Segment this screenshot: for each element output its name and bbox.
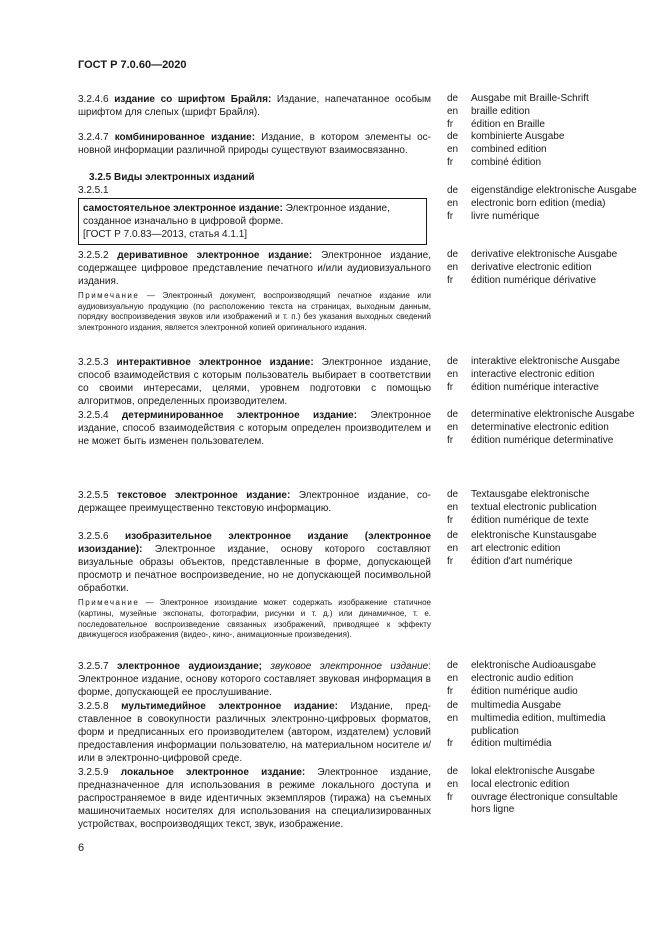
entry-term: локальное электронное издание: [120,767,306,778]
entry-number: 3.2.5.4 [78,410,109,421]
translations-3-2-5-6 [447,530,637,568]
entry-definition: Электронное издание, содержащее цифровое представление печатного и/или аудиовизуального издания. [78,250,432,288]
lang-code: de [447,766,459,777]
entry-definition: Издание, в котором элементы основной информации различной природы существуют взаимосвязанно. [78,132,431,157]
entry-term: комбинированное издание: [114,132,256,143]
translations-3-2-4-7 [447,131,637,169]
translation: kombinierte Ausgabe [471,131,565,142]
lang-code: fr [447,118,454,130]
entry-definition: Электронное издание, способ взаимодействия с которым определен производителем и не может быть изменен пользователем. [78,410,432,448]
entry-note [78,598,431,640]
lang-code: en [447,712,459,724]
entry-number: 3.2.5.3 [78,357,109,368]
entry-definition: Издание, представленное в совокупности различных электронно-цифровых форматов, форм и предписанных его производителем (автором, издателем) условий предоставления информации пользователю, на материальном носителе и/или в электронно-цифровой среде. [78,701,431,765]
lang-code: fr [447,381,454,393]
entry-definition: Электронное издание, содержащее преимущественно текстовую информацию. [78,490,432,515]
lang-code: fr [447,738,454,750]
entry-term: интерактивное электронное издание: [116,357,314,368]
translation: elektronische Kunstausgabe [471,530,597,541]
translation: combined edition [471,143,547,155]
lang-code: de [447,700,459,711]
entry-3-2-5-5 [78,489,431,515]
lang-code: de [447,249,459,260]
translation: interaktive elektronische Ausgabe [471,356,620,367]
entry-definition: Электронное издание, способ взаимодействия с которым пользователь выбирает в соответствии со своими интересами, целями, уровнем подготовки с помощью алгоритмов, определенных производителем. [78,357,432,408]
document-header: ГОСТ Р 7.0.60—2020 [78,59,187,71]
translation: textual electronic publication [471,501,597,513]
page-number: 6 [78,842,85,854]
entry-alt-term: звуковое электронное издание [270,661,429,672]
translation: édition numérique audio [471,685,578,697]
entry-term: издание со шрифтом Брайля: [114,94,272,105]
translation: édition numérique interactive [471,381,599,393]
translation: édition numérique dérivative [471,274,597,286]
lang-code: de [447,131,459,142]
lang-code: fr [447,555,454,567]
entry-term: электронное аудиоиздание; [117,661,262,672]
entry-3-2-4-7 [78,131,431,157]
translation: édition numérique de texte [471,514,589,526]
lang-code: en [447,105,459,117]
translation: interactive electronic edition [471,368,595,380]
entry-number: 3.2.5.6 [78,531,109,542]
lang-code: en [447,368,459,380]
translation: art electronic edition [471,542,561,554]
lang-code: de [447,660,459,671]
entry-3-2-5-6 [78,530,431,641]
lang-code: en [447,261,459,273]
translation: Ausgabe mit Braille-Schrift [471,93,589,104]
translations-3-2-5-3 [447,356,637,394]
translation: multimedia edition, multimedia publication [471,712,606,737]
lang-code: en [447,542,459,554]
section-title: 3.2.5 Виды электронных изданий [89,172,255,183]
translation: elektronische Audioausgabe [471,660,597,671]
translations-3-2-5-2 [447,249,637,287]
translation: édition en Braille [471,118,545,130]
translations-3-2-5-9 [447,766,637,817]
entry-number: 3.2.5.9 [78,767,109,778]
lang-code: de [447,356,459,367]
translation: combiné édition [471,156,542,168]
entry-definition: Издание, напечатанное особым шрифтом для слепых (шрифт Брайля). [78,94,432,119]
lang-code: fr [447,514,454,526]
entry-3-2-5-7 [78,660,431,699]
entry-definition: Электронное издание, созданное изначально в цифровой форме. [83,203,390,227]
entry-definition: Электронное издание, предназначенное для использования в режиме локального доступа и распространяемое в виде идентичных экземпляров (тиража) на съемных машиночитаемых носителях для использования на специализированных устройствах, воспроизводящих текст, звук, изображение. [78,767,431,831]
translation: determinative electronic edition [471,421,609,433]
entry-definition: Электронное издание, основу которого составляют визуальные образы объектов, представленные в форме, допускающей просмотр и печатное воспроизведение, но не допускающей посимвольной обработки. [78,544,432,595]
entry-number: 3.2.4.7 [78,132,109,143]
translation: eigenständige elektronische Ausgabe [471,185,637,196]
lang-code: en [447,197,459,209]
translations-3-2-5-4 [447,409,637,447]
translations-3-2-5-8 [447,700,637,751]
note-label: Примечание [78,598,140,608]
translation: édition multimédia [471,738,552,750]
translations-3-2-5-5 [447,489,637,527]
translation: derivative electronic edition [471,261,592,273]
translation: multimedia Ausgabe [471,700,562,711]
translation: braille edition [471,105,530,117]
lang-code: de [447,489,459,500]
entry-term: мультимедийное электронное издание: [121,701,338,712]
entry-3-2-5-4 [78,409,431,448]
translation: electronic audio edition [471,672,574,684]
lang-code: de [447,185,459,196]
entry-term: деривативное электронное издание: [117,250,313,261]
entry-3-2-5-9 [78,766,431,831]
translations-3-2-5-1 [447,185,637,223]
note-label: Примечание [78,291,140,301]
lang-code: en [447,421,459,433]
lang-code: en [447,501,459,513]
translation: ouvrage électronique consultable hors ligne [471,791,618,816]
lang-code: de [447,530,459,541]
lang-code: de [447,93,459,104]
entry-note [78,291,431,333]
lang-code: fr [447,685,454,697]
entry-number: 3.2.5.5 [78,490,109,501]
entry-number: 3.2.5.8 [78,701,109,712]
translation: local electronic edition [471,778,570,790]
translation: édition d'art numérique [471,555,573,567]
entry-definition: : Электронное издание, основу которого составляет звуковая информация в форме, допускающей ее прослушивание. [78,661,432,699]
entry-term: детерминированное электронное издание: [121,410,358,421]
entry-3-2-5-8 [78,700,431,765]
translation: determinative elektronische Ausgabe [471,409,635,420]
entry-number: 3.2.4.6 [78,94,109,105]
entry-number: 3.2.5.7 [78,661,109,672]
note-text: — Электронный документ, воспроизводящий печатное издание или аудиовизуальную продукцию (по расположению текста на страницах, выходным данным, порядку воспроизведения звуков или изображений и т. п.) без указания выходных сведений электронного издания, является электронной копией оригинального издания. [78,291,431,333]
translation: electronic born edition (media) [471,197,606,209]
entry-reference: [ГОСТ Р 7.0.83—2013, статья 4.1.1] [83,229,248,240]
note-text: — Электронное изоиздание может содержать изображение статичное (картины, музейные экспонаты, фотографии, рисунки и т. д.) или динамичное, т. е. последовательное воспроизведение связанных изображений, приводящее к эффекту движущегося изображения (видео-, кино-, анимационные произведения). [78,598,431,640]
translation: derivative elektronische Ausgabe [471,249,618,260]
entry-number: 3.2.5.2 [78,250,109,261]
lang-code: en [447,672,459,684]
entry-3-2-4-6 [78,93,431,119]
entry-term: текстовое электронное издание: [117,490,291,501]
entry-number: 3.2.5.1 [78,185,109,196]
translation: Textausgabe elektronische [471,489,590,500]
translations-3-2-4-6 [447,93,637,131]
entry-term: изобразительное электронное издание (электронное изоиздание): [78,531,432,556]
entry-term: самостоятельное электронное издание: [83,203,283,214]
lang-code: fr [447,274,454,286]
entry-3-2-5-1-box [78,198,427,245]
translation: édition numérique determinative [471,434,614,446]
translation: lokal elektronische Ausgabe [471,766,595,777]
entry-3-2-5-3 [78,356,431,408]
lang-code: fr [447,156,454,168]
lang-code: fr [447,791,454,803]
translation: livre numérique [471,210,540,222]
entry-3-2-5-2 [78,249,431,334]
lang-code: en [447,778,459,790]
lang-code: de [447,409,459,420]
lang-code: en [447,143,459,155]
lang-code: fr [447,210,454,222]
lang-code: fr [447,434,454,446]
translations-3-2-5-7 [447,660,637,698]
